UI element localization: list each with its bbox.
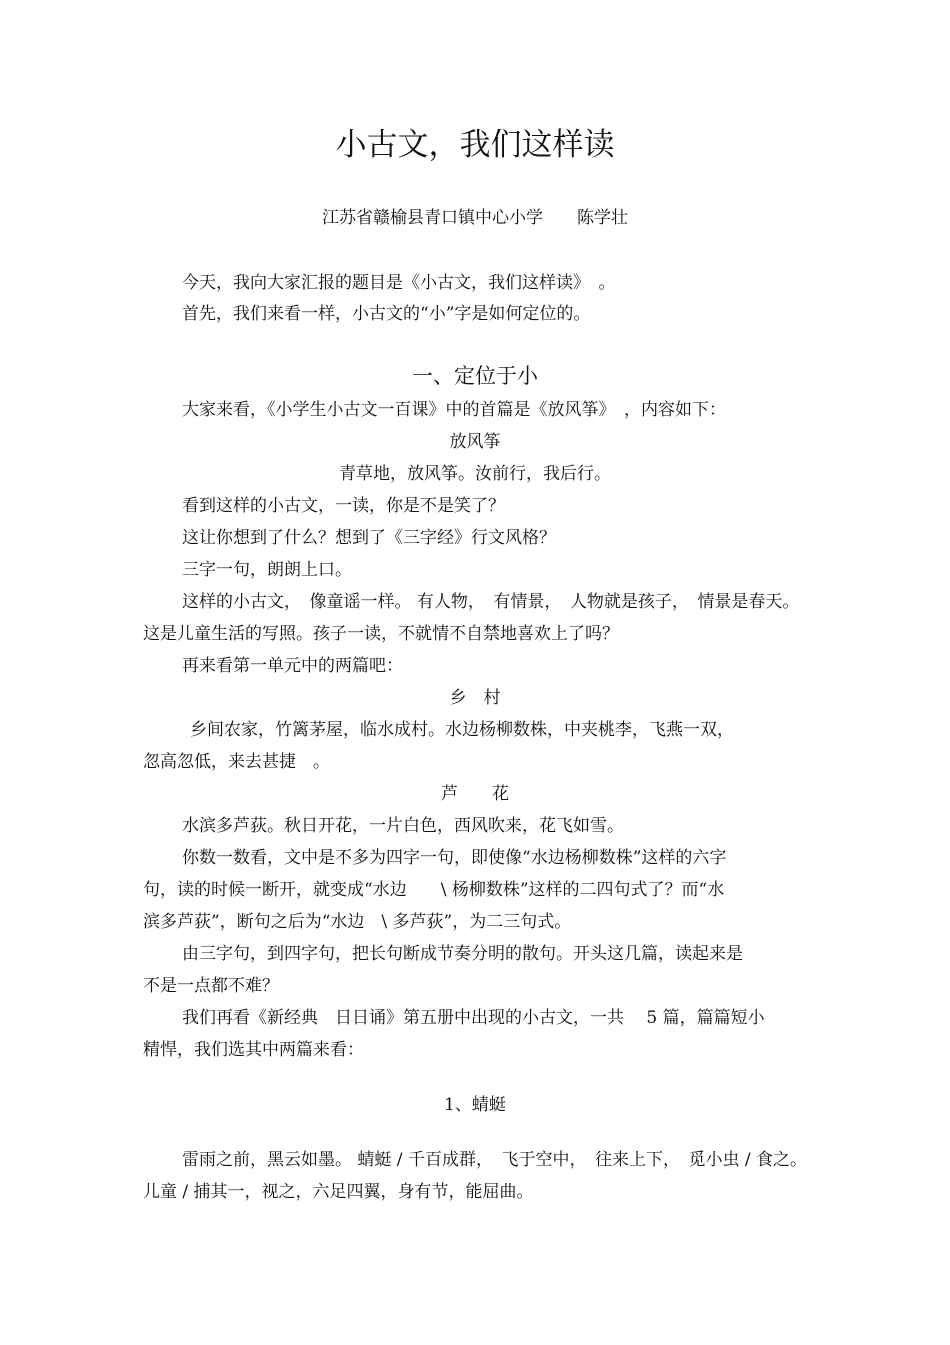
paragraph-continued: 精悍，我们选其中两篇来看：	[143, 1040, 364, 1060]
page-title: 小古文，我们这样读	[335, 127, 615, 163]
village-text-continued: 忽高忽低，来去甚捷 。	[143, 752, 330, 772]
author-line: 江苏省赣榆县青口镇中心小学 陈学壮	[322, 208, 628, 228]
village-text: 乡间农家，竹篱茅屋，临水成村。水边杨柳数株，中夹桃李，飞燕一双，	[190, 720, 734, 740]
dragonfly-text-continued: 儿童 / 捕其一，视之，六足四翼，身有节，能屈曲。	[143, 1182, 534, 1202]
paragraph-continued: 句，读的时候一断开，就变成“水边 \ 杨柳数株”这样的二四句式了？而“水	[143, 880, 725, 900]
paragraph: 看到这样的小古文，一读，你是不是笑了？	[182, 496, 505, 516]
paragraph: 你数一数看，文中是不多为四字一句，即使像“水边杨柳数株”这样的六字	[182, 848, 727, 868]
paragraph: 由三字句，到四字句，把长句断成节奏分明的散句。开头这几篇，读起来是	[182, 944, 743, 964]
sub-heading-dragonfly: 1、蜻蜓	[444, 1095, 506, 1115]
paragraph: 这让你想到了什么？想到了《三字经》行文风格？	[182, 528, 556, 548]
paragraph-continued: 滨多芦荻”，断句之后为“水边 \ 多芦荻”，为二三句式。	[143, 912, 572, 932]
paragraph-continued: 不是一点都不难？	[143, 976, 279, 996]
lead-paragraph: 大家来看，《小学生小古文一百课》中的首篇是《放风筝》 ，内容如下：	[182, 400, 726, 420]
dragonfly-text: 雷雨之前，黑云如墨。 蜻蜓 / 千百成群， 飞于空中， 往来上下， 觅小虫 / 食之。	[182, 1150, 807, 1170]
text-title-reed: 芦 花	[441, 784, 509, 804]
reed-text: 水滨多芦荻。秋日开花，一片白色，西风吹来，花飞如雪。	[182, 816, 624, 836]
paragraph: 这样的小古文， 像童谣一样。 有人物， 有情景， 人物就是孩子， 情景是春天。	[182, 592, 800, 612]
section-heading: 一、定位于小	[412, 364, 538, 388]
paragraph: 再来看第一单元中的两篇吧：	[182, 656, 403, 676]
intro-paragraph-1: 今天，我向大家汇报的题目是《小古文，我们这样读》 。	[182, 273, 616, 293]
paragraph: 我们再看《新经典 日日诵》第五册中出现的小古文，一共 5 篇，篇篇短小	[182, 1008, 765, 1028]
text-title-village: 乡 村	[449, 688, 501, 708]
paragraph: 三字一句，朗朗上口。	[182, 560, 352, 580]
poem-text: 青草地，放风筝。汝前行，我后行。	[339, 464, 611, 484]
poem-title: 放风筝	[449, 432, 501, 452]
paragraph-continued: 这是儿童生活的写照。孩子一读，不就情不自禁地喜欢上了吗？	[143, 624, 619, 644]
intro-paragraph-2: 首先，我们来看一样，小古文的“小”字是如何定位的。	[182, 304, 591, 324]
